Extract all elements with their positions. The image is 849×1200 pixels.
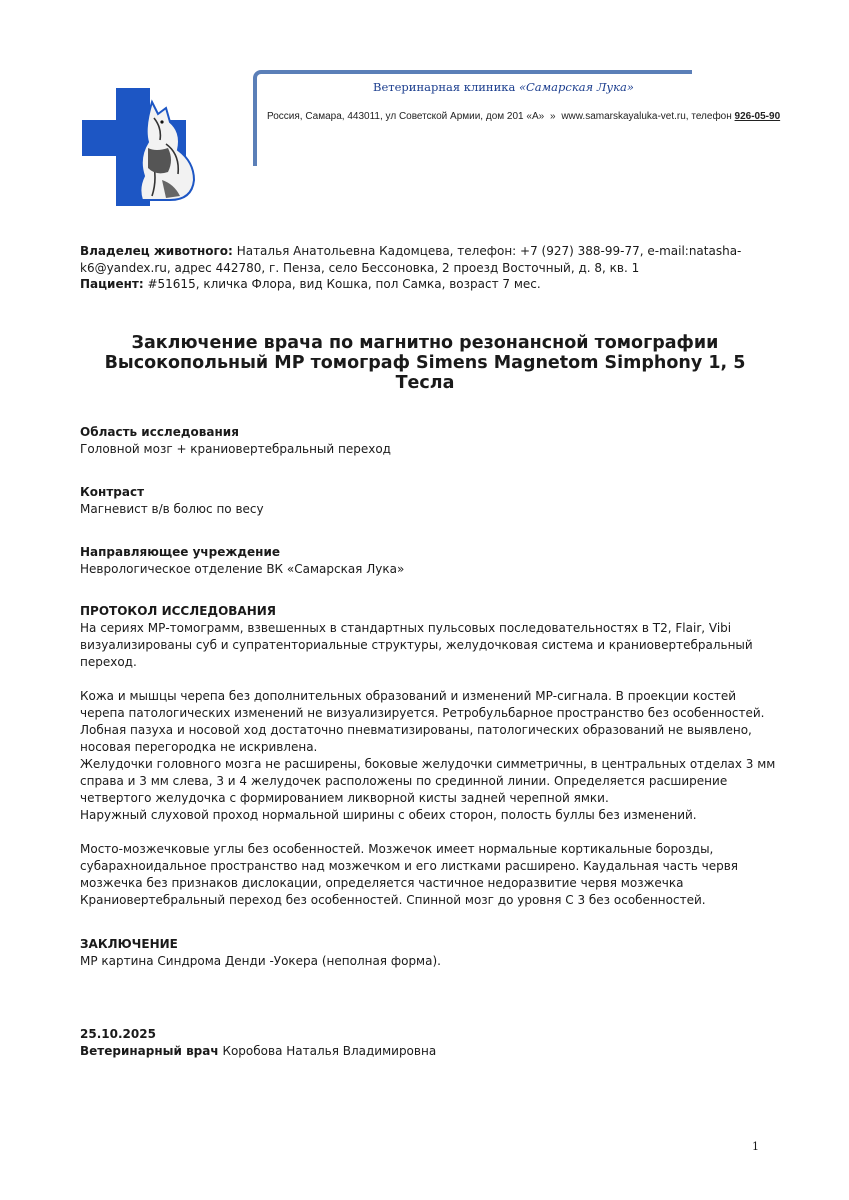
protocol-paragraph-3: Желудочки головного мозга не расширены, боковые желудочки симметричны, в центральных отделах 3 мм справа и 3 мм слева, 3 и 4 желудочек расположены по срединной линии. Определяется расширение четвертого желудочка с формированием ликворной кисты задней черепной ямки. [80,757,776,805]
protocol-section [80,603,780,909]
clinic-contacts: Россия, Самара, 443011, ул Советской Армии, дом 201 «А» » www.samarskayaluka-vet.ru, телефон 926-05-90 [267,111,781,122]
clinic-phone: 926-05-90 [734,111,781,122]
cross-cat-logo-icon [82,88,204,206]
owner-info [80,243,770,277]
area-section [80,424,780,458]
signature-name: Коробова Наталья Владимировна [222,1044,437,1058]
referral-section [80,544,780,578]
area-value: Головной мозг + краниовертебральный переход [80,442,391,456]
signature-role: Ветеринарный врач [80,1044,219,1058]
contrast-value: Магневист в/в болюс по весу [80,502,264,516]
protocol-paragraph-5: Мосто-мозжечковые углы без особенностей. Мозжечок имеет нормальные кортикальные борозды, субарахноидальное пространство над мозжечком и его листками расширено. Каудальная часть червя мозжечка без признаков дислокации, определяется частичное недоразвитие червя мозжечка Краниовертебральный переход без особенностей. Спинной мозг до уровня С 3 без особенностей. [80,842,738,907]
document-title [80,333,770,393]
clinic-name-prefix: Ветеринарная клиника [373,80,519,94]
title-line-2: Высокопольный МР томограф Simens Magnetom Simphony 1, 5 Тесла [104,353,746,393]
protocol-paragraph-1: На сериях МР-томограмм, взвешенных в стандартных пульсовых последовательностях в Т2, Flair, Vibi визуализированы суб и супратенториальные структуры, желудочковая система и краниовертебральный переход. [80,621,753,669]
protocol-paragraph-4: Наружный слуховой проход нормальной ширины с обеих сторон, полость буллы без изменений. [80,808,697,822]
clinic-address: Россия, Самара, 443011, ул Советской Армии, дом 201 «А» [267,111,545,122]
owner-text: Наталья Анатольевна Кадомцева, телефон: +7 (927) 388-99-77, e-mail:natasha-k6@yandex.ru, адрес 442780, г. Пенза, село Бессоновка, 2 проезд Восточный, д. 8, кв. 1 [80,244,742,275]
title-line-1: Заключение врача по магнитно резонансной томографии [131,333,719,353]
patient-label: Пациент: [80,277,144,291]
clinic-website: www.samarskayaluka-vet.ru, [561,111,689,122]
contrast-section [80,484,780,518]
clinic-name [373,80,634,94]
protocol-paragraph-2: Кожа и мышцы черепа без дополнительных образований и изменений МР-сигнала. В проекции костей черепа патологических изменений не визуализируется. Ретробульбарное пространство без особенностей. Лобная пазуха и носовой ход достаточно пневматизированы, патологических образований не выявлено, носовая перегородка не искривлена. [80,689,765,754]
page-number: 1 [752,1140,759,1153]
contrast-label: Контраст [80,485,145,499]
area-label: Область исследования [80,425,239,439]
referral-value: Неврологическое отделение ВК «Самарская Лука» [80,562,405,576]
owner-label: Владелец животного: [80,244,233,258]
conclusion-label: ЗАКЛЮЧЕНИЕ [80,937,178,951]
conclusion-section [80,936,780,970]
protocol-label: ПРОТОКОЛ ИССЛЕДОВАНИЯ [80,604,277,618]
phone-label: телефон [691,111,732,122]
referral-label: Направляющее учреждение [80,545,280,559]
signature-section [80,1026,780,1060]
patient-text: #51615, кличка Флора, вид Кошка, пол Самка, возраст 7 мес. [147,277,541,291]
conclusion-value: МР картина Синдрома Денди -Уокера (неполная форма). [80,954,441,968]
patient-info [80,276,770,293]
signature-date: 25.10.2025 [80,1027,156,1041]
clinic-logo [82,88,204,206]
clinic-brand: «Самарская Лука» [518,80,634,94]
